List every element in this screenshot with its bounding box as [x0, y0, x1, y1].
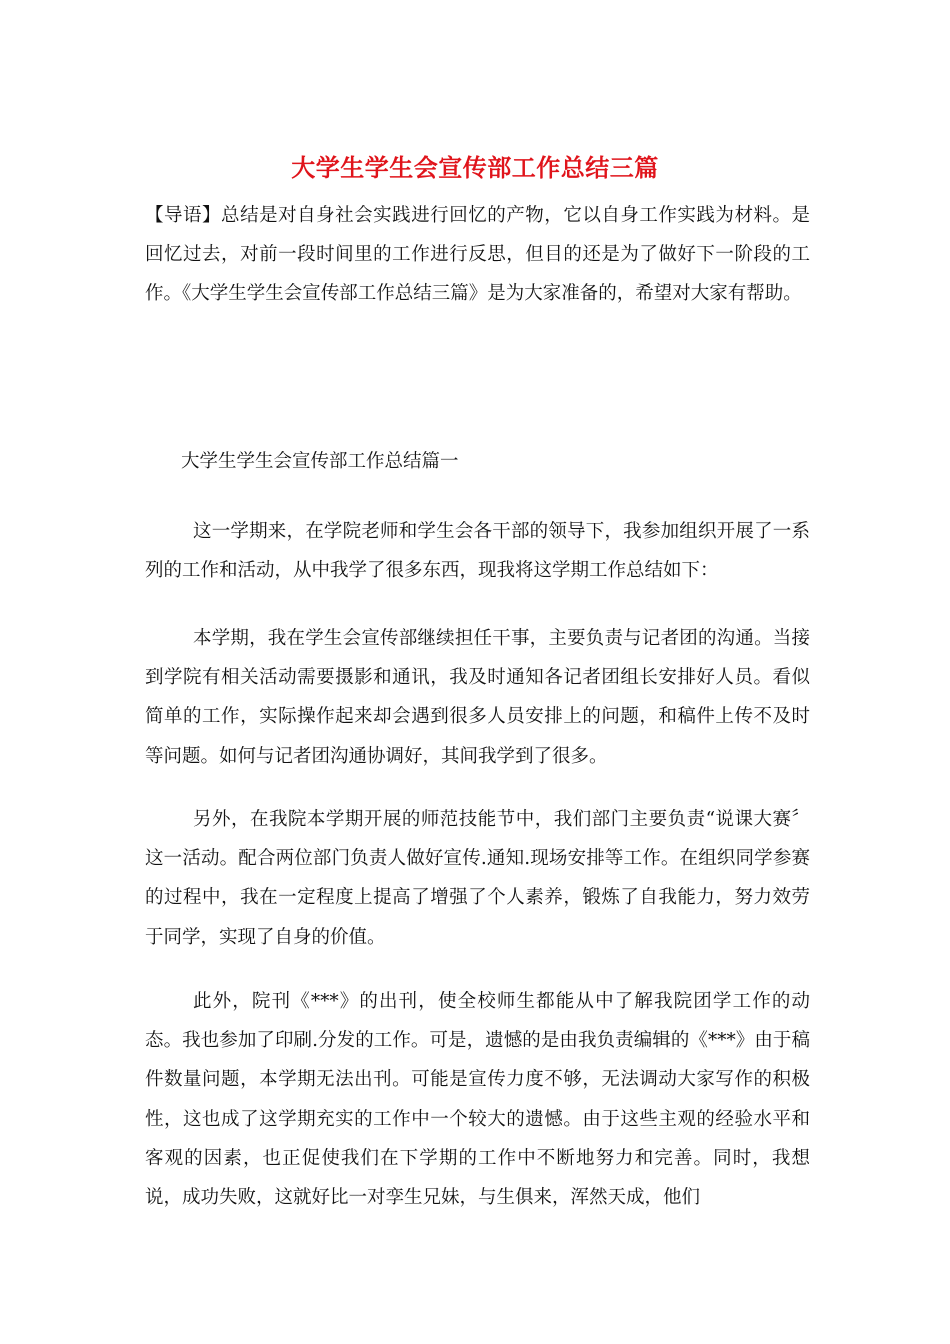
document-title: 大学生学生会宣传部工作总结三篇 [291, 153, 659, 182]
section-heading: 大学生学生会宣传部工作总结篇一 [181, 451, 459, 472]
intro-paragraph: 【导语】总结是对自身社会实践进行回忆的产物，它以自身工作实践为材料。是回忆过去，对前一段时间里的工作进行反思，但目的还是为了做好下一阶段的工作。《大学生学生会宣传部工作总结三篇》是为大家准备的，希望对大家有帮助。 [145, 205, 810, 305]
body-paragraph-3: 另外，在我院本学期开展的师范技能节中，我们部门主要负责“说课大赛〞这一活动。配合两位部门负责人做好宣传.通知.现场安排等工作。在组织同学参赛的过程中，我在一定程度上提高了增强了个人素养，锻炼了自我能力，努力效劳于同学，实现了自身的价值。 [145, 809, 810, 948]
body-paragraph-1: 这一学期来，在学院老师和学生会各干部的领导下，我参加组织开展了一系列的工作和活动，从中我学了很多东西，现我将这学期工作总结如下： [145, 521, 810, 582]
body-paragraph-4: 此外，院刊《***》的出刊，使全校师生都能从中了解我院团学工作的动态。我也参加了印刷.分发的工作。可是，遗憾的是由我负责编辑的《***》由于稿件数量问题，本学期无法出刊。可能是宣传力度不够，无法调动大家写作的积极性，这也成了这学期充实的工作中一个较大的遗憾。由于这些主观的经验水平和客观的因素，也正促使我们在下学期的工作中不断地努力和完善。同时，我想说，成功失败，这就好比一对孪生兄妹，与生俱来，浑然天成，他们 [145, 991, 810, 1209]
body-paragraph-2: 本学期，我在学生会宣传部继续担任干事，主要负责与记者团的沟通。当接到学院有相关活动需要摄影和通讯，我及时通知各记者团组长安排好人员。看似简单的工作，实际操作起来却会遇到很多人员安排上的问题，和稿件上传不及时等问题。如何与记者团沟通协调好，其间我学到了很多。 [145, 628, 810, 767]
